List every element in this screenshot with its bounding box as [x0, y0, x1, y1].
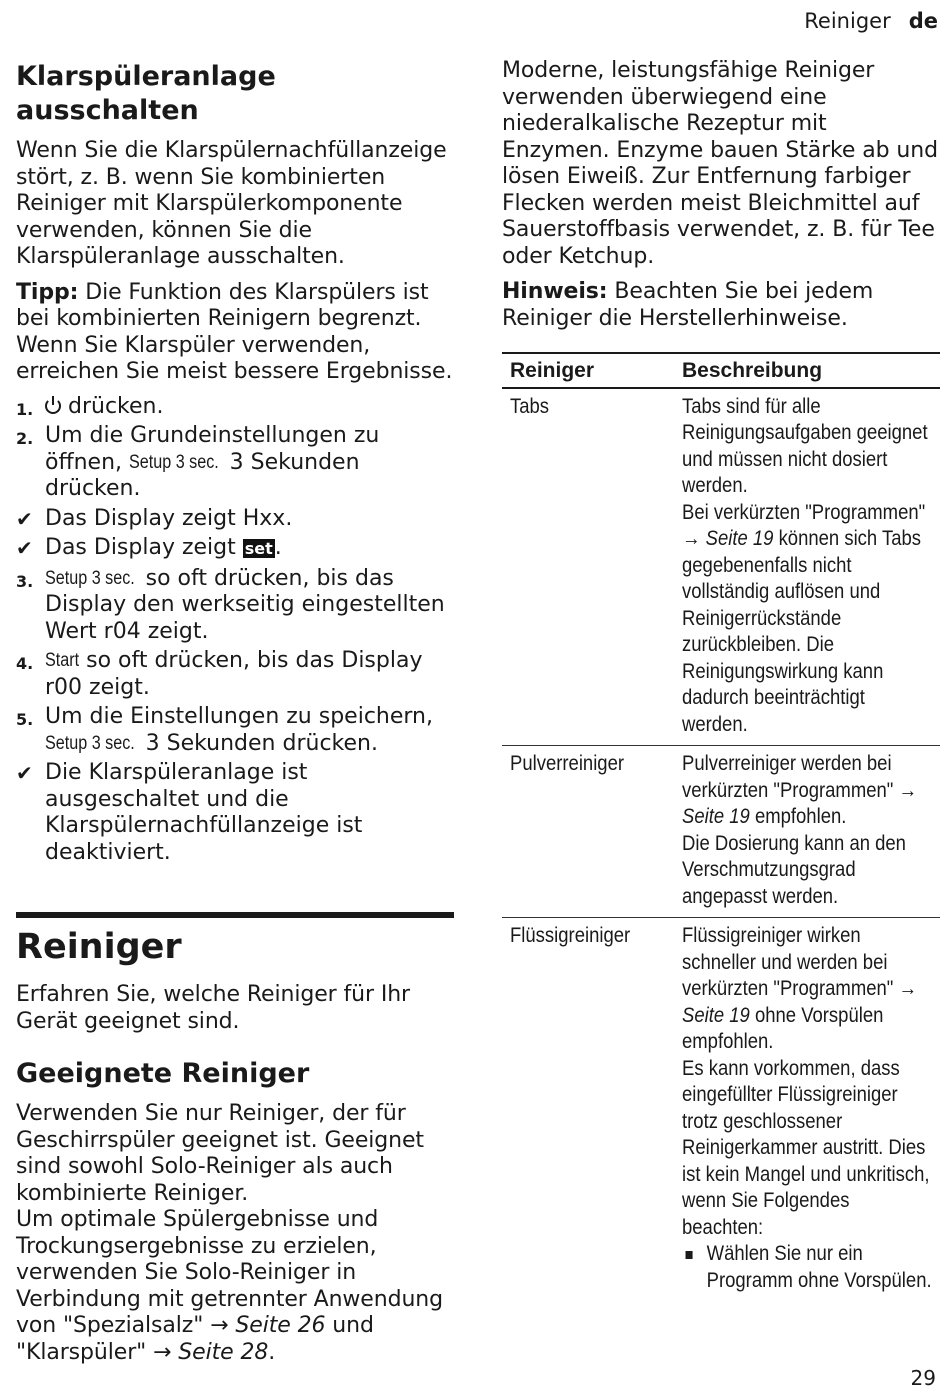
cleaner-name	[502, 746, 674, 918]
page-reference-link[interactable]: Seite 28	[178, 1339, 269, 1365]
reiniger-intro: Erfahren Sie, welche Reiniger für Ihr Gerät geeignet sind.	[16, 982, 410, 1034]
description-text	[682, 751, 935, 910]
description-part: Die Dosierung kann an den Verschmutzungsgrad angepasst werden.	[682, 831, 906, 908]
instruction-list	[16, 394, 454, 867]
step-text: Um die Grundeinstellungen zu öffnen,	[45, 423, 380, 475]
cleaner-name-text: Tabs	[510, 394, 550, 418]
description-part: Flüssigreiniger wirken schneller und werden bei verkürzten "Programmen" →	[682, 924, 917, 1000]
suitable-paragraph: Verwenden Sie nur Reiniger, der für Geschirrspüler geeignet ist. Geeignet sind sowohl Solo-Reiniger als auch kombinierte Reiniger.	[16, 1101, 424, 1206]
left-column	[16, 58, 454, 1366]
step-text: drücken.	[61, 393, 164, 419]
page-reference-link[interactable]: Seite 19	[682, 805, 750, 828]
step-5	[16, 704, 454, 757]
tip-text: Die Funktion des Klarspülers ist bei kombinierten Reinigern begrenzt. Wenn Sie Klarspüler verwenden, erreichen Sie meist bessere Ergebnisse.	[16, 279, 453, 384]
step-text: so oft drücken, bis das Display r00 zeigt.	[45, 648, 423, 700]
cleaner-name	[502, 388, 674, 746]
start-key-label: Start	[45, 650, 80, 671]
page-reference-link[interactable]: Seite 19	[682, 1003, 750, 1027]
step-number: 4.	[16, 654, 34, 673]
paragraph-text: und "Klarspüler" →	[16, 1313, 374, 1365]
page-reference-link[interactable]: Seite 26	[235, 1313, 326, 1338]
result-text: Die Klarspüleranlage ist ausgeschaltet und die Klarspülernachfüllanzeige ist deaktiviert.	[45, 760, 363, 865]
section-divider	[16, 912, 454, 918]
note-paragraph	[502, 279, 940, 332]
result-text: Das Display zeigt Hxx.	[45, 505, 293, 531]
tip-label: Tipp:	[16, 279, 79, 305]
cleaner-description	[674, 918, 940, 1302]
result-text: .	[274, 535, 282, 560]
cleaner-name-text: Pulverreiniger	[510, 752, 625, 775]
checkmark-icon: ✔	[16, 536, 33, 560]
step-number: 2.	[16, 429, 34, 448]
step-2	[16, 423, 454, 503]
step-1	[16, 394, 454, 421]
setup-key-label: Setup 3 sec.	[45, 732, 135, 754]
result-text: Das Display zeigt	[45, 535, 243, 560]
column-header-beschreibung: Beschreibung	[674, 353, 940, 388]
note-text: Beachten Sie bei jedem Reiniger die Herstellerhinweise.	[502, 279, 874, 331]
page-reference-link[interactable]: Seite 19	[705, 527, 774, 550]
cleaner-name-text: Flüssigreiniger	[510, 924, 631, 947]
step-text: 3 Sekunden drücken.	[45, 449, 360, 501]
result-3	[16, 760, 454, 866]
right-column	[502, 58, 940, 1301]
display-set-badge: set	[244, 539, 273, 558]
page-number: 29	[910, 1366, 936, 1390]
header-language: de	[908, 9, 938, 33]
table-row	[502, 918, 940, 1302]
running-header	[804, 6, 938, 36]
description-part: Tabs sind für alle Reinigungsaufgaben geeignet und müssen nicht dosiert werden.	[682, 394, 928, 497]
heading-reiniger: Reiniger	[16, 927, 182, 967]
checkmark-icon: ✔	[16, 761, 33, 785]
heading-klarspueleranlage: Klarspüleranlage ausschalten	[16, 61, 276, 126]
setup-key-label: Setup 3 sec.	[45, 567, 135, 589]
description-part: ohne Vorspülen empfohlen.	[682, 1003, 884, 1053]
description-text	[682, 923, 935, 1294]
heading-geeignete-reiniger: Geeignete Reiniger	[16, 1058, 310, 1089]
result-1	[16, 506, 454, 533]
paragraph-text: .	[268, 1339, 276, 1365]
setup-key-label: Setup 3 sec.	[129, 451, 219, 473]
step-number: 5.	[16, 710, 34, 729]
step-text: so oft drücken, bis das Display den werkseitig eingestellten Wert r04 zeigt.	[45, 565, 445, 644]
step-number: 1.	[16, 399, 34, 419]
description-part: Es kann vorkommen, dass eingefüllter Flüssigreiniger trotz geschlossener Reinigerkammer austritt. Dies ist kein Mangel und unkritisch, wenn Sie Folgendes beachten:	[682, 1056, 930, 1239]
step-text: 3 Sekunden drücken.	[138, 730, 378, 756]
description-text	[682, 394, 935, 739]
cleaner-name	[502, 918, 674, 1302]
description-part: Pulverreiniger werden bei verkürzten "Programmen" →	[682, 752, 917, 802]
table-header-row	[502, 353, 940, 388]
description-part: empfohlen.	[749, 805, 847, 828]
description-part: können sich Tabs gegebenenfalls nicht vollständig auflösen und Reinigerrückstände zurückbleiben. Die Reinigungswirkung kann dadurch beeinträchtigt werden.	[682, 527, 922, 736]
tip-paragraph	[16, 280, 454, 386]
power-button-icon	[45, 398, 61, 414]
cleaner-table	[502, 352, 940, 1301]
table-row	[502, 388, 940, 746]
header-section: Reiniger	[804, 9, 891, 33]
table-row	[502, 746, 940, 918]
cleaner-description	[674, 746, 940, 918]
result-2	[16, 535, 454, 563]
checkmark-icon: ✔	[16, 506, 33, 531]
description-part: Bei verkürzten "Programmen" →	[682, 500, 926, 550]
step-4	[16, 648, 454, 701]
enzymes-paragraph: Moderne, leistungsfähige Reiniger verwenden überwiegend eine niederalkalische Rezeptur mit Enzymen. Enzyme bauen Stärke ab und lösen Eiweiß. Zur Entfernung farbiger Flecken werden meist Bleichmittel auf Sauerstoffbasis verwendet, z. B. für Tee oder Ketchup.	[502, 58, 938, 269]
note-label: Hinweis:	[502, 279, 608, 304]
optimal-results-paragraph	[16, 1207, 454, 1366]
step-3	[16, 566, 454, 646]
step-text: Um die Einstellungen zu speichern,	[45, 704, 433, 729]
paragraph-text: Um optimale Spülergebnisse und Trockungsergebnisse zu erzielen, verwenden Sie Solo-Reiniger in Verbindung mit getrennter Anwendung von "Spezialsalz" →	[16, 1207, 444, 1338]
cleaner-description	[674, 388, 940, 746]
bullet-item: Wählen Sie nur ein Programm ohne Vorspülen.	[682, 1241, 935, 1294]
step-number: 3.	[16, 571, 34, 591]
intro-paragraph: Wenn Sie die Klarspülernachfüllanzeige stört, z. B. wenn Sie kombinierten Reiniger mit Klarspülerkomponente verwenden, können Sie die Klarspüleranlage ausschalten.	[16, 138, 447, 269]
column-header-reiniger: Reiniger	[502, 353, 674, 388]
